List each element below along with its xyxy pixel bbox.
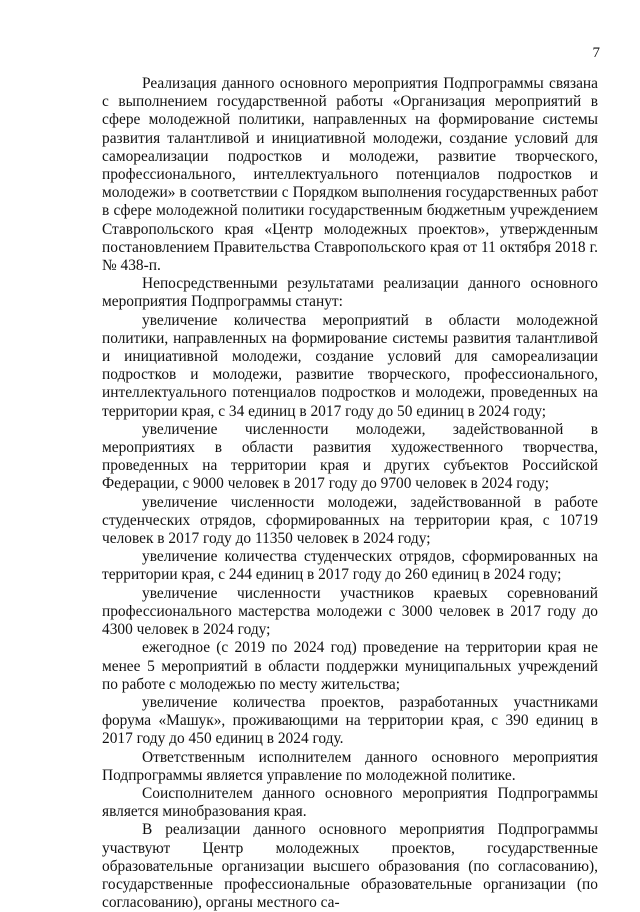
paragraph-responsible: Ответственным исполнителем данного основного мероприятия Подпрограммы является управление по молодежной политике. [102, 748, 598, 784]
paragraph-participants: В реализации данного основного мероприятия Подпрограммы участвуют Центр молодежных проектов, государственные образовательные организации высшего образования (по согласованию), государственные профессиональные образовательные организации (по согласованию), органы местного са- [102, 821, 598, 912]
result-item: ежегодное (с 2019 по 2024 год) проведение на территории края не менее 5 мероприятий в области поддержки муниципальных учреждений по работе с молодежью по месту жительства; [102, 639, 598, 693]
result-item: увеличение численности молодежи, задействованной в работе студенческих отрядов, сформированных на территории края, с 10719 человек в 2017 году до 11350 человек в 2024 году; [102, 493, 598, 548]
paragraph-results-heading: Непосредственными результатами реализации данного основного мероприятия Подпрограммы станут: [102, 275, 598, 311]
document-body [102, 75, 598, 912]
result-item: увеличение численности молодежи, задействованной в мероприятиях в области развития художественного творчества, проведенных на территории края и других субъектов Российской Федерации, с 9000 человек в 2017 году до 9700 человек в 2024 году; [102, 420, 598, 493]
result-item: увеличение количества студенческих отрядов, сформированных на территории края, с 244 единиц в 2017 году до 260 единиц в 2024 году; [102, 548, 598, 584]
result-item: увеличение численности участников краевых соревнований профессионального мастерства молодежи с 3000 человек в 2017 году до 4300 человек в 2024 году; [102, 584, 598, 639]
result-item: увеличение количества мероприятий в области молодежной политики, направленных на формирование системы развития талантливой и инициативной молодежи, создание условий для самореализации подростков и молодежи, развитие творческого, профессионального, интеллектуального потенциалов подростков и молодежи, проведенных на территории края, с 34 единиц в 2017 году до 50 единиц в 2024 году; [102, 311, 598, 420]
page-number: 7 [592, 45, 600, 61]
result-item: увеличение количества проектов, разработанных участниками форума «Машук», проживающими на территории края, с 390 единиц в 2017 году до 450 единиц в 2024 году. [102, 693, 598, 748]
paragraph-intro: Реализация данного основного мероприятия Подпрограммы связана с выполнением государственной работы «Организация мероприятий в сфере молодежной политики, направленных на формирование системы развития талантливой и инициативной молодежи, создание условий для самореализации подростков и молодежи, развитие творческого, профессионального, интеллектуального потенциалов подростков и молодежи» в соответствии с Порядком выполнения государственных работ в сфере молодежной политики государственным бюджетным учреждением Ставропольского края «Центр молодежных проектов», утвержденным постановлением Правительства Ставропольского края от 11 октября 2018 г. № 438-п. [102, 75, 598, 275]
paragraph-co-executor: Соисполнителем данного основного мероприятия Подпрограммы является минобразования края. [102, 784, 598, 821]
